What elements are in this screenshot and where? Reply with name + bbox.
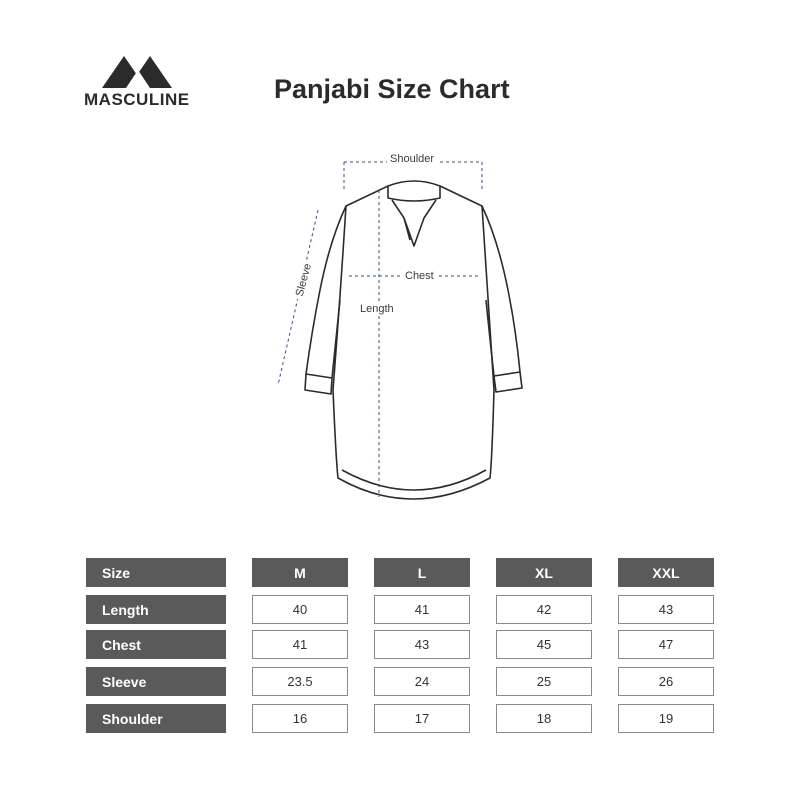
table-cell: 25: [496, 667, 592, 696]
table-cell: 40: [252, 595, 348, 624]
table-cell: 17: [374, 704, 470, 733]
brand-name: MASCULINE: [84, 90, 190, 109]
shoulder-label: Shoulder: [387, 153, 437, 165]
table-cell: 41: [374, 595, 470, 624]
row-label-sleeve: Sleeve: [86, 667, 226, 696]
table-cell: 47: [618, 630, 714, 659]
chest-label: Chest: [402, 270, 437, 282]
size-column-header: L: [374, 558, 470, 587]
row-label-length: Length: [86, 595, 226, 624]
size-column-header: M: [252, 558, 348, 587]
table-cell: 18: [496, 704, 592, 733]
garment-body-outline: [333, 186, 494, 499]
table-cell: 23.5: [252, 667, 348, 696]
table-cell: 19: [618, 704, 714, 733]
row-label-chest: Chest: [86, 630, 226, 659]
table-cell: 43: [618, 595, 714, 624]
size-header-label: Size: [86, 558, 226, 587]
table-cell: 16: [252, 704, 348, 733]
length-label: Length: [357, 303, 397, 315]
table-cell: 24: [374, 667, 470, 696]
garment-collar: [388, 181, 440, 201]
size-column-header: XXL: [618, 558, 714, 587]
sleeve-label: Sleeve: [293, 259, 315, 300]
table-cell: 43: [374, 630, 470, 659]
size-column-header: XL: [496, 558, 592, 587]
table-cell: 41: [252, 630, 348, 659]
table-cell: 42: [496, 595, 592, 624]
table-cell: 26: [618, 667, 714, 696]
page-title: Panjabi Size Chart: [274, 74, 510, 104]
row-label-shoulder: Shoulder: [86, 704, 226, 733]
table-cell: 45: [496, 630, 592, 659]
